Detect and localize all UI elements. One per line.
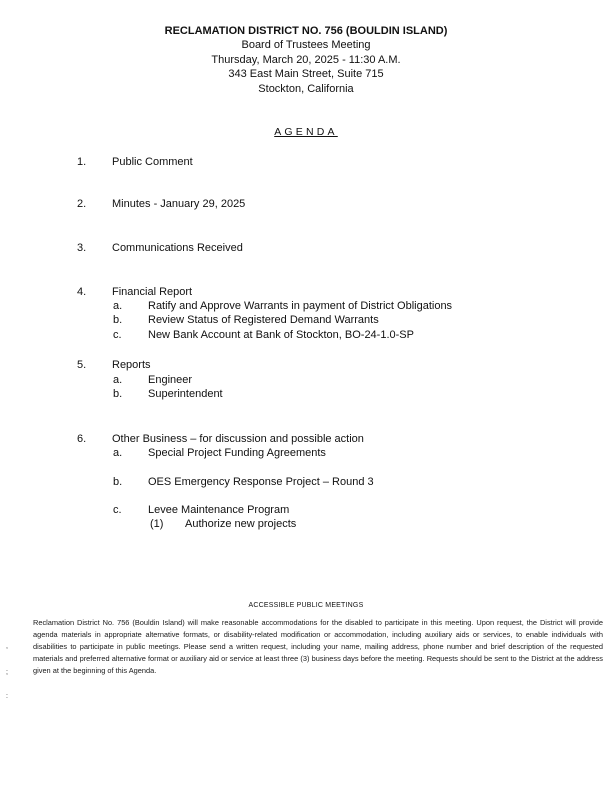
sub-sub-item-number: (1) [150,518,164,530]
margin-mark: : [6,693,8,700]
sub-item-letter: c. [113,329,122,341]
sub-item-letter: b. [113,314,123,326]
sub-sub-item-text: Authorize new projects [185,518,297,530]
item-title: Public Comment [112,156,193,168]
item-title: Communications Received [112,242,243,254]
item-title: Financial Report [112,286,193,298]
item-number: 5. [77,359,87,371]
sub-item-text: Special Project Funding Agreements [148,447,326,459]
sub-item-letter: b. [113,476,123,488]
item-number: 1. [77,156,87,168]
accessible-meetings-heading: ACCESSIBLE PUBLIC MEETINGS [248,602,364,609]
item-number: 6. [77,433,87,445]
meeting-address: 343 East Main Street, Suite 715 [228,68,384,80]
agenda-heading: AGENDA [274,126,338,138]
margin-mark: , [6,643,8,650]
sub-item-text: Ratify and Approve Warrants in payment of District Obligations [148,300,453,312]
sub-item-letter: a. [113,300,123,312]
sub-item-text: New Bank Account at Bank of Stockton, BO-24-1.0-SP [148,329,414,341]
item-title: Minutes - January 29, 2025 [112,198,246,210]
meeting-name: Board of Trustees Meeting [241,39,371,51]
sub-item-text: Levee Maintenance Program [148,504,290,516]
sub-item-letter: a. [113,374,123,386]
sub-item-text: Engineer [148,374,193,386]
meeting-city: Stockton, California [258,83,354,95]
item-number: 4. [77,286,87,298]
item-title: Other Business – for discussion and possible action [112,433,364,445]
item-title: Reports [112,359,151,371]
sub-item-letter: b. [113,388,123,400]
margin-mark: ; [6,669,8,676]
item-number: 3. [77,242,87,254]
sub-item-text: Review Status of Registered Demand Warrants [148,314,379,326]
district-title: RECLAMATION DISTRICT NO. 756 (BOULDIN ISLAND) [164,25,448,37]
accessible-meetings-body: Reclamation District No. 756 (Bouldin Island) will make reasonable accommodations for the disabled to participate in this meeting. Upon request, the District will provide agenda materials in appropriate alternative formats, or disability-related modification or accommodation, including auxiliary aids or services, to enable individuals with disabilities to participate in public meetings. Please send a written request, including your name, mailing address, phone number and brief description of the requested materials and preferred alternative format or auxiliary aid or service at least three (3) business days before the meeting. Requests should be sent to the District at the address given at the beginning of this Agenda. [33,618,603,675]
sub-item-text: Superintendent [148,388,223,400]
meeting-datetime: Thursday, March 20, 2025 - 11:30 A.M. [211,54,401,66]
sub-item-letter: a. [113,447,123,459]
sub-item-text: OES Emergency Response Project – Round 3 [148,476,374,488]
sub-item-letter: c. [113,504,122,516]
item-number: 2. [77,198,87,210]
